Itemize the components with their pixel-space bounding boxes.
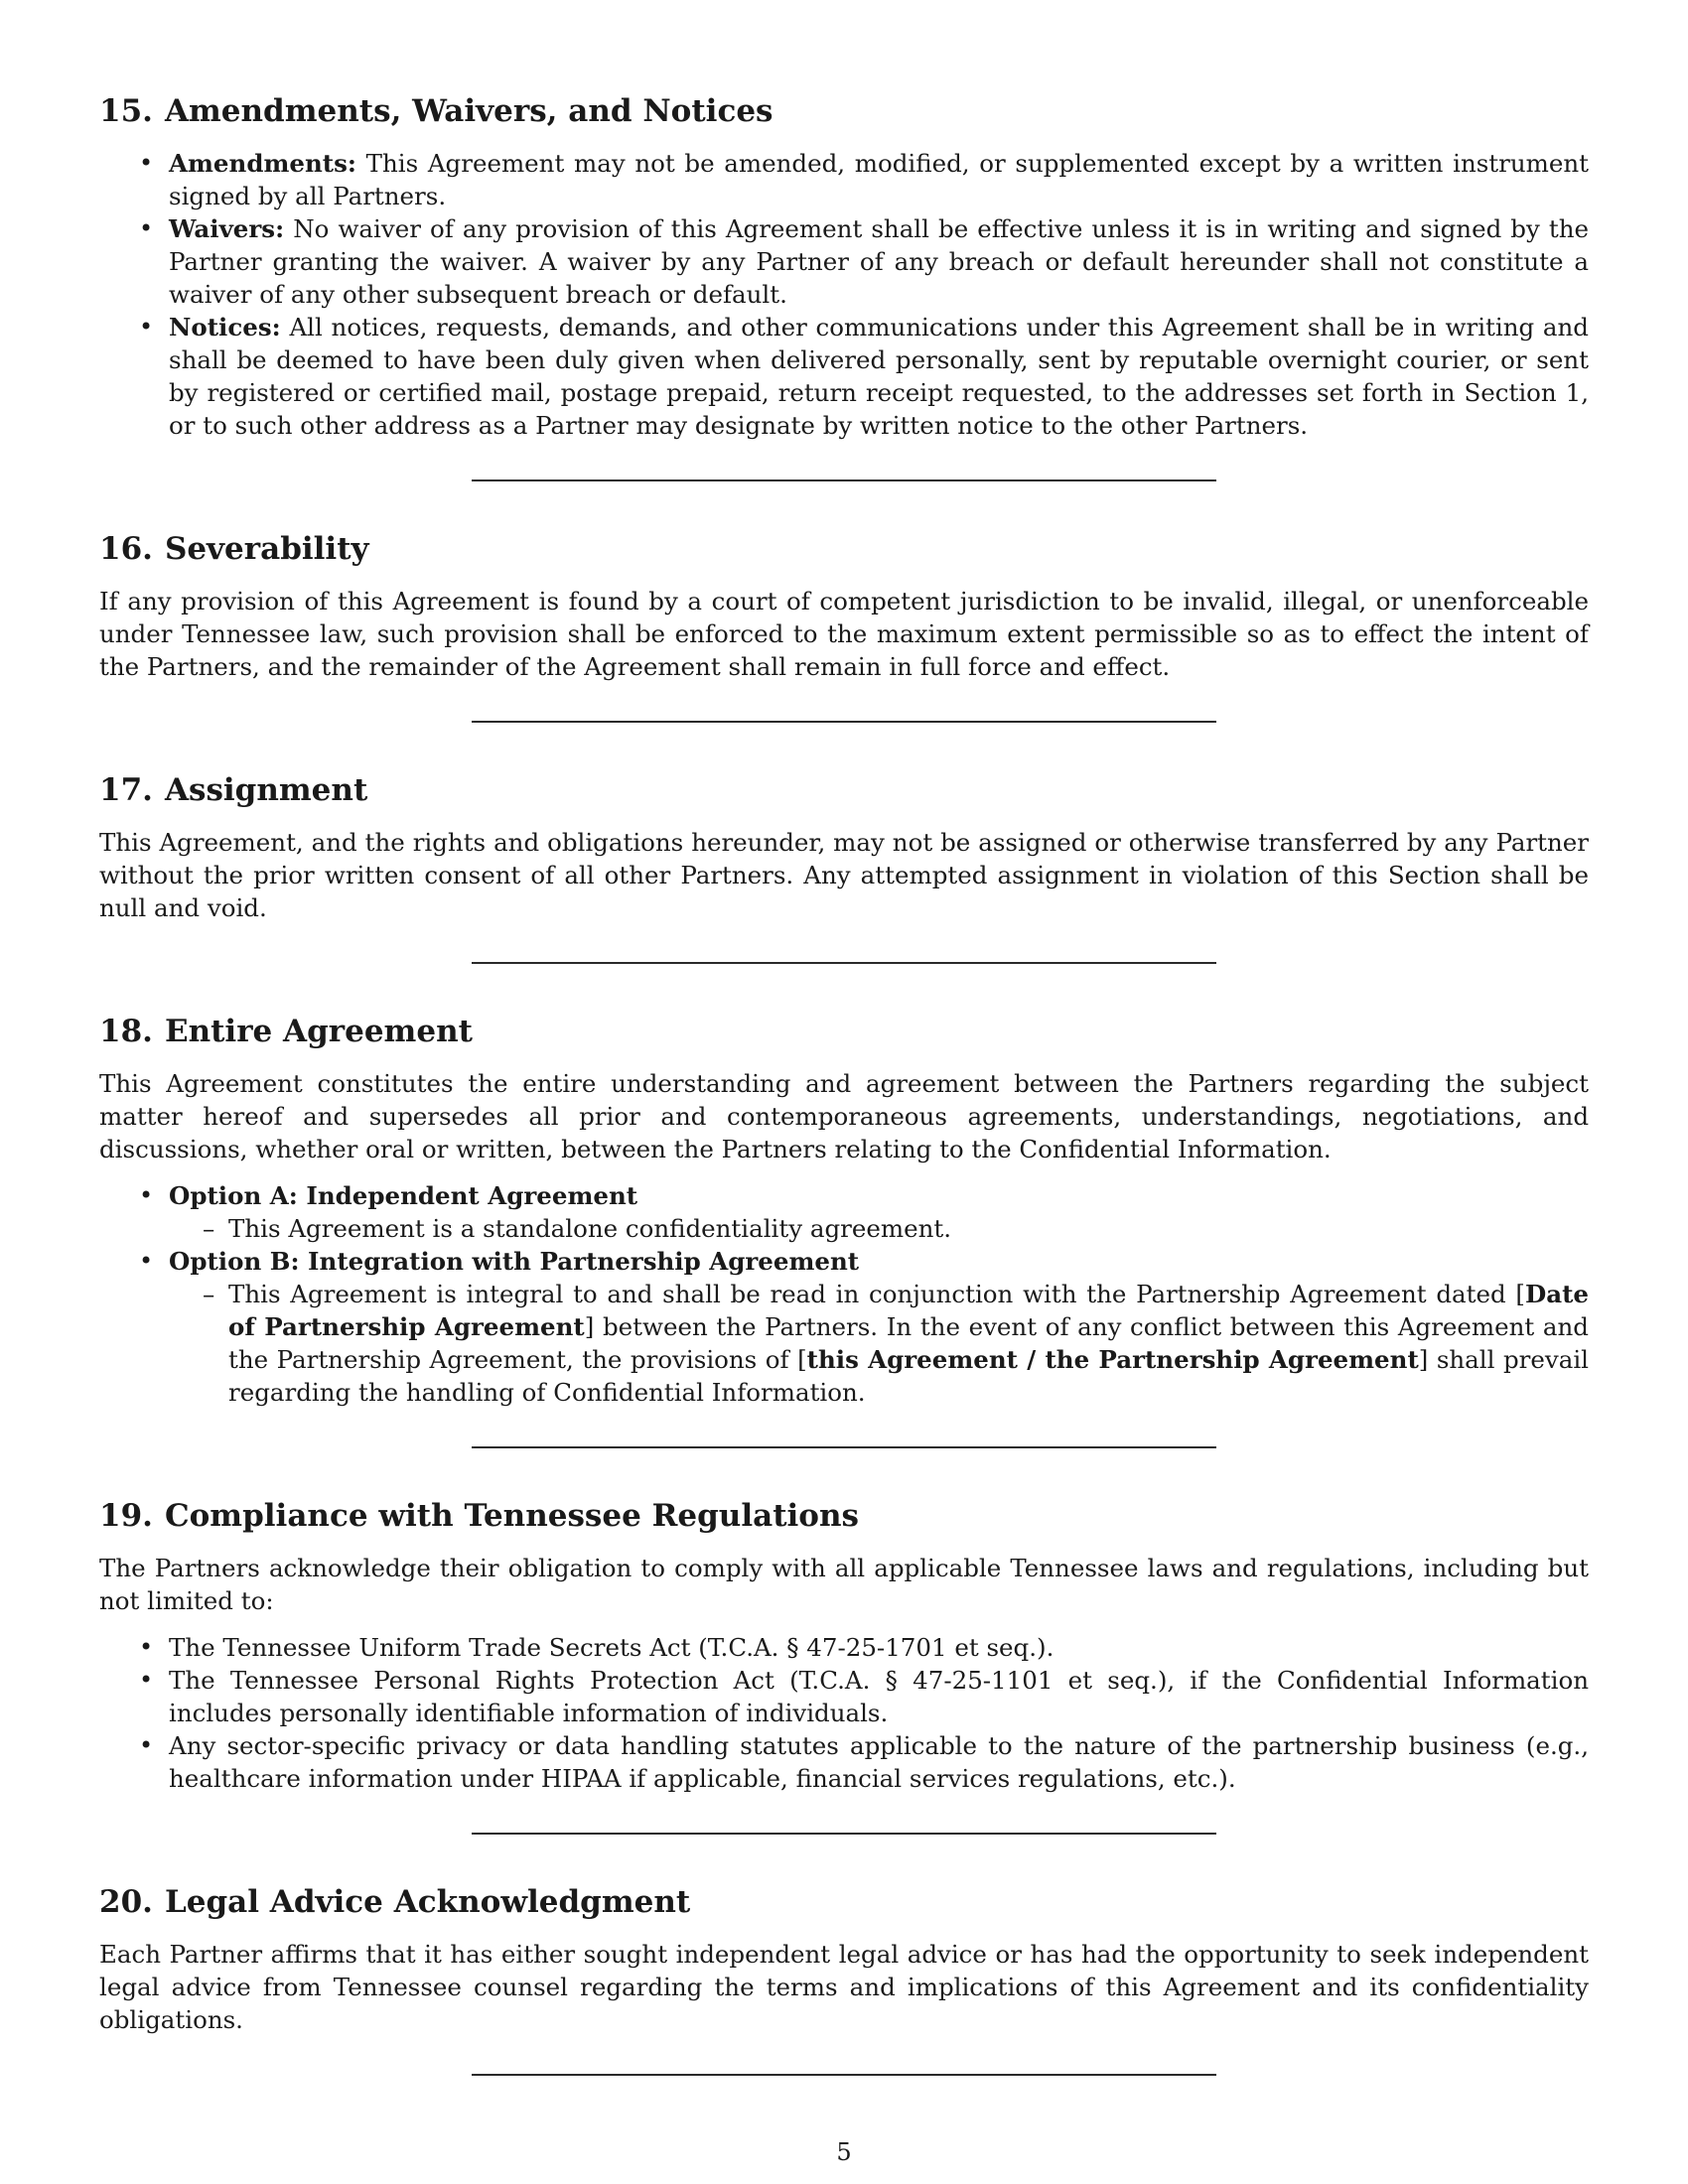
section-15-heading: 15. Amendments, Waivers, and Notices [99,93,774,129]
section-divider [472,962,1216,964]
section-16-heading: 16. Severability [99,531,369,567]
section-divider [472,479,1216,481]
option-b: • Option B: Integration with Partnership Agreement – This Agreement is integral to and shall be read in conjunction with the Partnership Agreement dated [Date of Partnership Agreement] between the Partners. In the event of any conflict between this Agreement and the Partnership Agreement, the provisions of [this Agreement / the Partnership Agreement] shall prevail regarding the handling of Confidential Information. [99,1245,1589,1409]
section-divider [472,1446,1216,1448]
section-19 [99,1496,1589,1835]
option-a-text: – This Agreement is a standalone confidentiality agreement. [169,1212,1589,1245]
section-20-body: Each Partner affirms that it has either sought independent legal advice or has had the opportunity to seek independent legal advice from Tennessee counsel regarding the terms and implications of this Agreement and its confidentiality obligations. [99,1940,1589,2034]
list-item-waivers: • Waivers: No waiver of any provision of this Agreement shall be effective unless it is in writing and signed by the Partner granting the waiver. A waiver by any Partner of any breach or default hereunder shall not constitute a waiver of any other subsequent breach or default. [99,212,1589,311]
section-19-heading: 19. Compliance with Tennessee Regulations [99,1498,859,1534]
list-item-amendments: • Amendments: This Agreement may not be amended, modified, or supplemented except by a written instrument signed by all Partners. [99,147,1589,212]
section-18-options [99,1179,1589,1409]
section-19-body: The Partners acknowledge their obligation to comply with all applicable Tennessee laws and regulations, including but not limited to: [99,1554,1589,1615]
page-number: 5 [836,2138,852,2166]
section-divider [472,2074,1216,2076]
section-18 [99,1012,1589,1448]
section-20-heading: 20. Legal Advice Acknowledgment [99,1884,691,1920]
section-17-body: This Agreement, and the rights and obligations hereunder, may not be assigned or otherwise transferred by any Partner without the prior written consent of all other Partners. Any attempted assignment in violation of this Section shall be null and void. [99,828,1589,922]
section-15 [99,91,1589,481]
section-18-body: This Agreement constitutes the entire understanding and agreement between the Partners regarding the subject matter hereof and supersedes all prior and contemporaneous agreements, understandings, negotiations, and discussions, whether oral or written, between the Partners relating to the Confidential Information. [99,1069,1589,1163]
section-16 [99,529,1589,723]
section-divider [472,721,1216,723]
section-18-heading: 18. Entire Agreement [99,1014,473,1049]
section-17-heading: 17. Assignment [99,772,368,808]
section-divider [472,1833,1216,1835]
list-item-notices: • Notices: All notices, requests, demands, and other communications under this Agreement shall be in writing and shall be deemed to have been duly given when delivered personally, sent by reputable overnight courier, or sent by registered or certified mail, postage prepaid, return receipt requested, to the addresses set forth in Section 1, or to such other address as a Partner may designate by written notice to the other Partners. [99,311,1589,442]
section-15-list [99,147,1589,442]
section-16-body: If any provision of this Agreement is found by a court of competent jurisdiction to be invalid, illegal, or unenforceable under Tennessee law, such provision shall be enforced to the maximum extent permissible so as to effect the intent of the Partners, and the remainder of the Agreement shall remain in full force and effect. [99,587,1589,681]
list-item: • Any sector-specific privacy or data handling statutes applicable to the nature of the partnership business (e.g., healthcare information under HIPAA if applicable, financial services regulations, etc.). [99,1729,1589,1795]
option-a: • Option A: Independent Agreement – This Agreement is a standalone confidentiality agreement. [99,1179,1589,1245]
section-19-list [99,1631,1589,1795]
section-20 [99,1882,1589,2076]
list-item: • The Tennessee Uniform Trade Secrets Act (T.C.A. § 47-25-1701 et seq.). [99,1631,1589,1664]
section-17 [99,770,1589,964]
option-b-text: – This Agreement is integral to and shall be read in conjunction with the Partnership Agreement dated [Date of Partnership Agreement] between the Partners. In the event of any conflict between this Agreement and the Partnership Agreement, the provisions of [this Agreement / the Partnership Agreement] shall prevail regarding the handling of Confidential Information. [169,1278,1589,1409]
document-content [99,91,1589,2076]
list-item: • The Tennessee Personal Rights Protection Act (T.C.A. § 47-25-1101 et seq.), if the Confidential Information includes personally identifiable information of individuals. [99,1664,1589,1729]
